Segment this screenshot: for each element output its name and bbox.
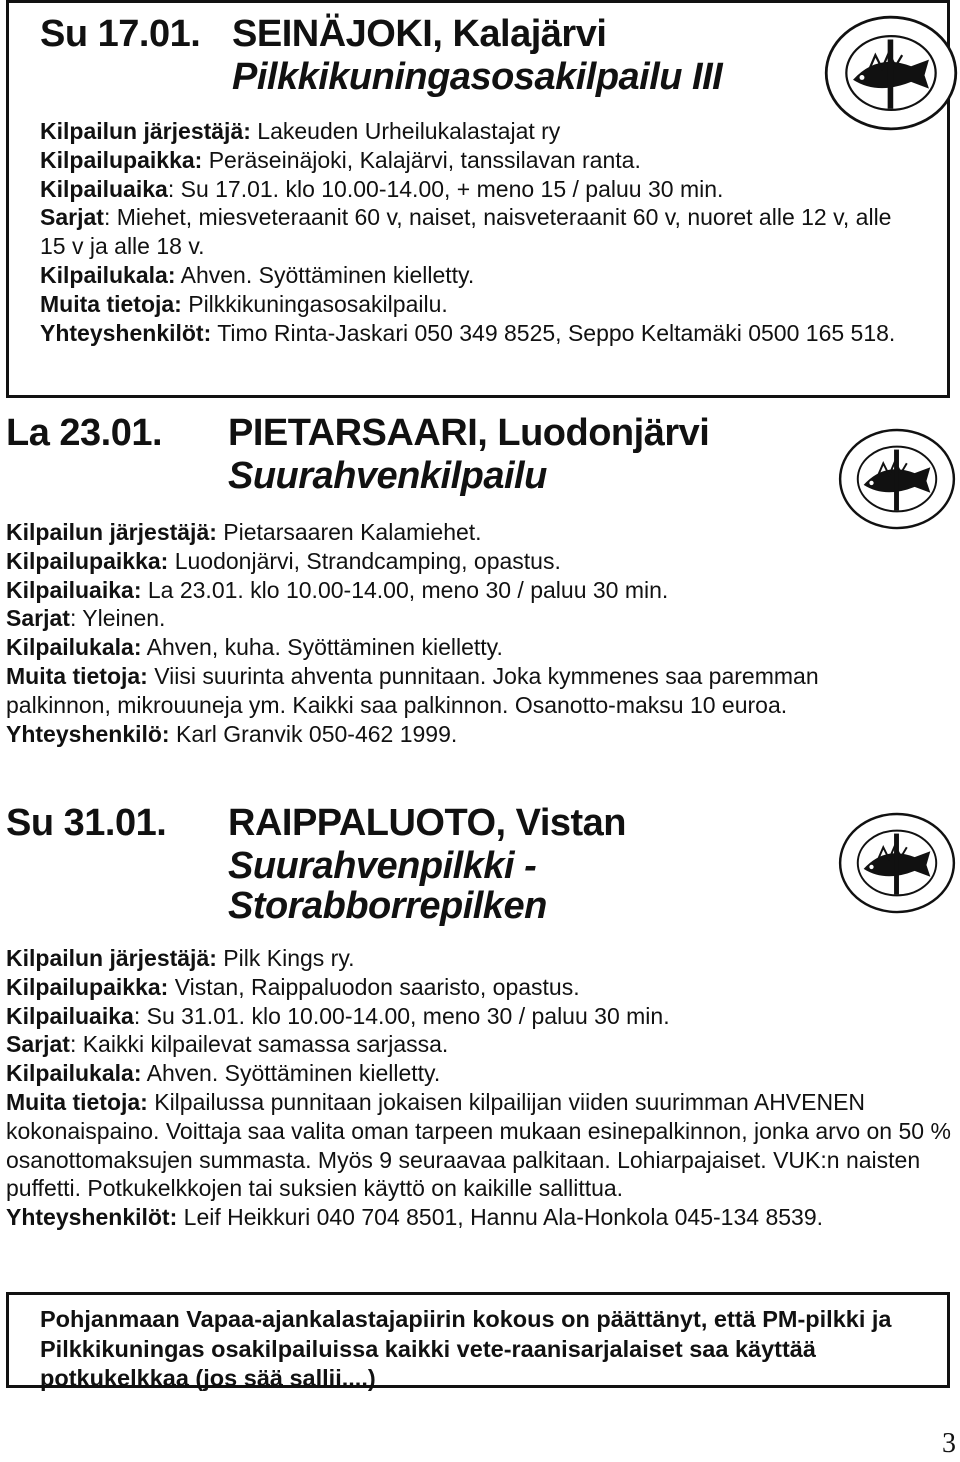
info-other: Muita tietoja: Kilpailussa punnitaan jokaisen kilpailijan viiden suurimman AHVENEN kokonaispaino. Voittaja saa valita oman tarpeen mukaan esinepalkinnon, jonka arvo on 50 % osanottomaksujen summasta. Myös 9 seuraavaa palkitaan. Lohiarpajaiset. VUK:n naisten puffetti. Potkukelkkojen tai suksien käyttö on kaikille sallittua. [6,1088,951,1202]
info-time: Kilpailuaika: La 23.01. klo 10.00-14.00, meno 30 / paluu 30 min. [6,576,669,603]
event-place: PIETARSAARI, Luodonjärvi [228,412,710,454]
event-header [40,13,947,113]
info-fish: Kilpailukala: Ahven. Syöttäminen kielletty. [6,1060,441,1087]
notice-box [6,1292,950,1391]
info-classes: Sarjat: Miehet, miesveteraanit 60 v, naiset, naisveteraanit 60 v, nuoret alle 12 v, alle 15 v ja alle 18 v. [40,204,892,260]
event-header [6,802,956,936]
event-seinajoki [6,0,950,398]
info-organizer: Kilpailun järjestäjä: Pilk Kings ry. [6,945,355,971]
info-other: Muita tietoja: Pilkkikuningasosakilpailu. [40,290,448,317]
info-venue: Kilpailupaikka: Peräseinäjoki, Kalajärvi, tanssilavan ranta. [40,146,641,173]
event-subtitle [232,57,722,97]
event-raippaluoto [6,802,956,1232]
notice-text: Pohjanmaan Vapaa-ajankalastajapiirin kokous on päättänyt, että PM-pilkki ja Pilkkikuningas osakilpailuissa kaikki vete-raanisarjalaiset saa käyttää potkukelkkaa (jos sää sallii....) [40,1306,892,1391]
info-organizer: Kilpailun järjestäjä: Pietarsaaren Kalamiehet. [6,519,482,545]
event-info [6,944,951,1232]
page-number: 3 [942,1428,956,1459]
subtitle-line: Storabborrepilken [228,885,547,927]
event-date: La 23.01. [6,412,163,454]
info-venue: Kilpailupaikka: Vistan, Raippaluodon saaristo, opastus. [6,973,580,1000]
info-classes: Sarjat: Kaikki kilpailevat samassa sarjassa. [6,1031,449,1058]
event-date: Su 31.01. [6,802,167,844]
event-place: SEINÄJOKI, Kalajärvi [232,13,607,55]
info-contacts: Yhteyshenkilöt: Timo Rinta-Jaskari 050 349 8525, Seppo Keltamäki 0500 165 518. [40,319,896,346]
event-info [6,518,906,748]
info-organizer: Kilpailun järjestäjä: Lakeuden Urheilukalastajat ry [40,118,561,144]
club-logo-icon [838,812,956,914]
subtitle-line: Pilkkikuningasosakilpailu III [232,56,723,98]
event-header [6,412,956,512]
event-info [40,117,920,347]
info-time: Kilpailuaika: Su 17.01. klo 10.00-14.00, + meno 15 / paluu 30 min. [40,175,724,202]
event-subtitle [228,456,547,496]
event-subtitle [228,846,547,926]
info-classes: Sarjat: Yleinen. [6,605,166,632]
info-contacts: Yhteyshenkilöt: Leif Heikkuri 040 704 8501, Hannu Ala-Honkola 045-134 8539. [6,1204,823,1231]
info-fish: Kilpailukala: Ahven, kuha. Syöttäminen kielletty. [6,634,503,661]
info-time: Kilpailuaika: Su 31.01. klo 10.00-14.00, meno 30 / paluu 30 min. [6,1002,670,1029]
info-venue: Kilpailupaikka: Luodonjärvi, Strandcamping, opastus. [6,547,561,574]
club-logo-icon [824,14,958,132]
info-contacts: Yhteyshenkilö: Karl Granvik 050-462 1999. [6,720,458,747]
club-logo-icon [838,428,956,530]
info-fish: Kilpailukala: Ahven. Syöttäminen kielletty. [40,261,475,288]
info-other: Muita tietoja: Viisi suurinta ahventa punnitaan. Joka kymmenes saa paremman palkinnon, mikrouuneja ym. Kaikki saa palkinnon. Osanotto-maksu 10 euroa. [6,662,819,718]
event-pietarsaari [6,412,956,748]
event-date: Su 17.01. [40,13,201,55]
event-place: RAIPPALUOTO, Vistan [228,802,627,844]
subtitle-line: Suurahvenkilpailu [228,455,547,497]
subtitle-line: Suurahvenpilkki - [228,845,537,887]
